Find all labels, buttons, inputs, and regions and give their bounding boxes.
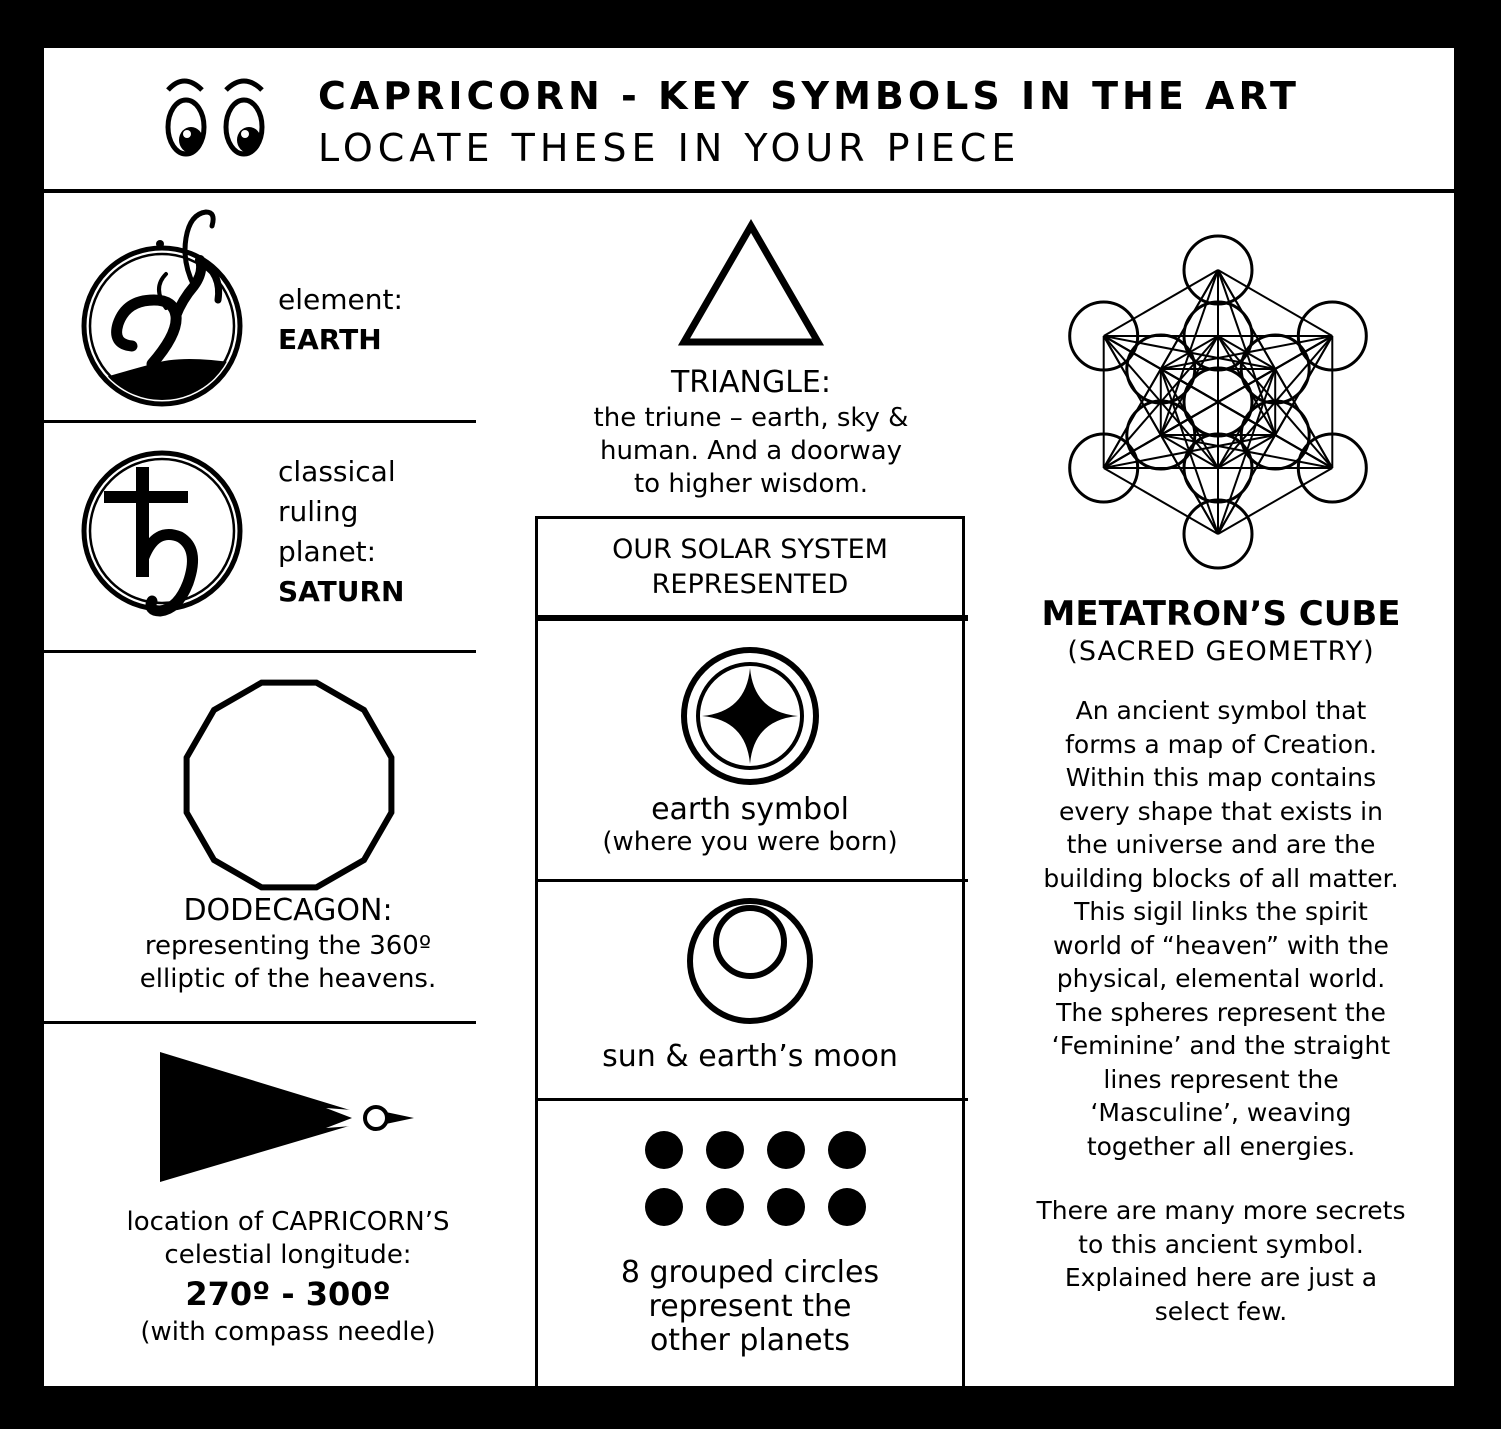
metatron-desc-line: Within this map contains — [1065, 763, 1377, 792]
metatron-extra-line: to this ancient symbol. — [1078, 1229, 1364, 1259]
metatron-desc-line: building blocks of all matter. — [1043, 863, 1399, 893]
metatron-desc-line: lines represent the — [1103, 1064, 1339, 1094]
metatron-subtitle: (SACRED GEOMETRY) — [1067, 636, 1375, 667]
planet-dot — [706, 1188, 744, 1226]
planet-label-line: planet: — [278, 535, 377, 568]
page-subtitle: LOCATE THESE IN YOUR PIECE — [318, 126, 1021, 170]
triangle-icon — [676, 218, 826, 348]
planet-dot — [828, 1131, 866, 1169]
metatron-desc-line: ‘Feminine’ and the straight — [1051, 1031, 1391, 1060]
dodecagon-desc-line: representing the 360º — [144, 931, 432, 961]
metatron-extra — [980, 1194, 1462, 1328]
saturn-icon — [82, 453, 242, 623]
solar-divider-2 — [538, 1098, 968, 1101]
planet-dot — [767, 1131, 805, 1169]
metatrons-cube-icon — [1046, 210, 1390, 594]
triangle-desc-line: to higher wisdom. — [633, 469, 869, 499]
sun-moon-title: sun & earth’s moon — [602, 1039, 898, 1074]
left-divider-2 — [44, 650, 476, 653]
triangle-title: TRIANGLE: — [670, 365, 831, 400]
earth-symbol-title: earth symbol — [651, 792, 849, 827]
sun-moon-icon — [685, 896, 815, 1026]
element-value: EARTH — [278, 323, 382, 356]
planet-dot — [767, 1188, 805, 1226]
metatron-desc-line: world of “heaven” with the — [1053, 930, 1389, 960]
metatron-extra-line: There are many more secrets — [1036, 1196, 1406, 1225]
left-divider-1 — [44, 420, 476, 423]
triangle-desc-line: human. And a doorway — [599, 436, 903, 466]
element-label: element: — [278, 283, 403, 316]
planet-dot — [706, 1131, 744, 1169]
planet-dot — [645, 1188, 683, 1226]
eyes-icon — [162, 72, 272, 164]
metatron-extra-line: Explained here are just a — [1064, 1263, 1378, 1292]
metatron-desc-line: ‘Masculine’, weaving — [1090, 1098, 1352, 1127]
metatron-extra-line: select few. — [1154, 1296, 1288, 1326]
metatron-desc-line: the universe and are the — [1066, 830, 1376, 859]
metatron-desc-line: every shape that exists in — [1059, 796, 1383, 826]
planet-label-line: classical — [278, 455, 396, 488]
planet-dot — [645, 1131, 683, 1169]
planet-dots-icon — [644, 1130, 868, 1230]
dodecagon-icon — [174, 670, 404, 900]
left-divider-3 — [44, 1021, 476, 1024]
solar-header-line: REPRESENTED — [651, 569, 849, 600]
metatron-desc-line: The spheres represent the — [1056, 997, 1386, 1027]
triangle-desc-line: the triune – earth, sky & — [593, 403, 909, 433]
metatron-desc-line: forms a map of Creation. — [1065, 729, 1377, 759]
metatron-description — [980, 694, 1462, 1163]
solar-header-divider — [538, 615, 968, 621]
planets-desc-line: represent the — [648, 1289, 852, 1324]
planet-dot — [828, 1188, 866, 1226]
metatron-desc-line: This sigil links the spirit — [1074, 897, 1368, 926]
longitude-note: (with compass needle) — [140, 1317, 436, 1347]
planet-value: SATURN — [278, 575, 405, 608]
planets-desc-line: 8 grouped circles — [620, 1255, 880, 1290]
earth-element-icon — [82, 204, 242, 404]
planet-label-line: ruling — [278, 495, 359, 528]
infographic-panel — [44, 48, 1454, 1386]
planets-desc-line: other planets — [649, 1323, 851, 1358]
solar-header-line: OUR SOLAR SYSTEM — [612, 534, 888, 565]
metatron-desc-line: together all energies. — [1086, 1131, 1356, 1161]
metatron-desc-line: physical, elemental world. — [1056, 964, 1386, 993]
earth-symbol-icon — [680, 646, 820, 786]
metatron-title: METATRON’S CUBE — [1041, 594, 1401, 634]
solar-divider-1 — [538, 879, 968, 882]
dodecagon-desc-line: elliptic of the heavens. — [139, 964, 437, 994]
longitude-value: 270º - 300º — [185, 1275, 391, 1313]
longitude-desc-line: celestial longitude: — [164, 1240, 412, 1270]
dodecagon-title: DODECAGON: — [183, 893, 393, 928]
longitude-desc-line: location of CAPRICORN’S — [126, 1207, 450, 1237]
compass-needle-icon — [156, 1048, 426, 1188]
header-divider — [44, 189, 1454, 193]
page-title: CAPRICORN - KEY SYMBOLS IN THE ART — [318, 74, 1300, 118]
metatron-desc-line: An ancient symbol that — [1075, 696, 1367, 725]
earth-symbol-note: (where you were born) — [602, 827, 898, 857]
